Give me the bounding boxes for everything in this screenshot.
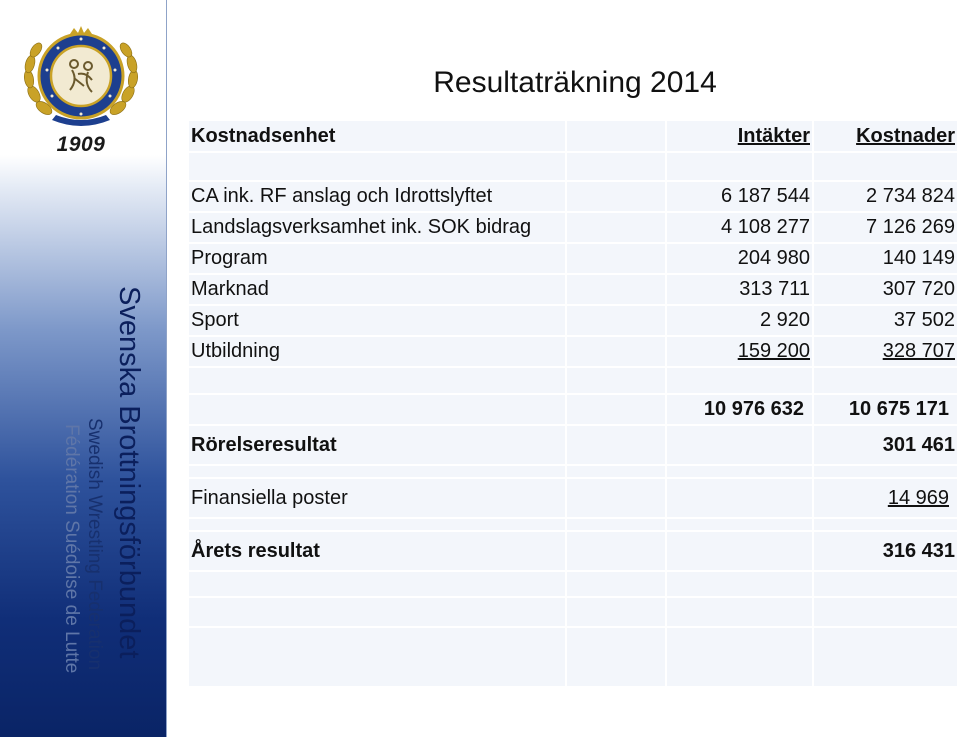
emblem-year: 1909 bbox=[56, 133, 106, 156]
row-income: 6 187 544 bbox=[721, 185, 810, 207]
page-title: Resultaträkning 2014 bbox=[433, 66, 717, 99]
spacer-row bbox=[189, 572, 957, 598]
row-label: Landslagsverksamhet ink. SOK bidrag bbox=[191, 216, 532, 238]
row-income: 159 200 bbox=[737, 340, 810, 362]
spacer-row bbox=[189, 628, 957, 686]
spacer-row bbox=[189, 519, 957, 532]
row-label: Marknad bbox=[191, 278, 269, 300]
row-income: 2 920 bbox=[759, 309, 810, 331]
header-cell-cost bbox=[814, 121, 957, 151]
financial-items-value: 14 969 bbox=[887, 486, 949, 509]
row-label: Program bbox=[191, 247, 268, 269]
financial-items-row bbox=[189, 479, 957, 519]
table-row bbox=[189, 244, 957, 275]
row-cost: 140 149 bbox=[882, 247, 955, 269]
operating-result-value: 301 461 bbox=[882, 433, 955, 456]
row-label: Sport bbox=[191, 309, 239, 331]
spacer-row bbox=[189, 466, 957, 479]
table-row bbox=[189, 213, 957, 244]
row-cost: 307 720 bbox=[882, 278, 955, 300]
brand-name-english: Swedish Wrestling Federation bbox=[84, 418, 105, 671]
spacer-row bbox=[189, 153, 957, 182]
brand-name-swedish: Svenska Brottningsförbundet bbox=[113, 286, 145, 659]
operating-result-label: Rörelseresultat bbox=[191, 433, 337, 456]
row-cost: 328 707 bbox=[882, 340, 955, 362]
header-unit-label: Kostnadsenhet bbox=[191, 124, 336, 147]
summa-cost: 10 675 171 bbox=[848, 398, 949, 420]
table-row bbox=[189, 306, 957, 337]
header-cell-unit bbox=[189, 121, 567, 151]
row-label: Utbildning bbox=[191, 340, 280, 362]
table-row bbox=[189, 337, 957, 368]
table-row bbox=[189, 275, 957, 306]
row-label: CA ink. RF anslag och Idrottslyftet bbox=[191, 185, 493, 207]
summa-row bbox=[189, 395, 957, 426]
table-row bbox=[189, 182, 957, 213]
operating-result-row bbox=[189, 426, 957, 466]
row-cost: 2 734 824 bbox=[866, 185, 955, 207]
net-result-row bbox=[189, 532, 957, 572]
spacer-row bbox=[189, 598, 957, 628]
brand-sidebar bbox=[0, 0, 167, 737]
row-income: 4 108 277 bbox=[721, 216, 810, 238]
header-cost-label: Kostnader bbox=[856, 124, 955, 147]
header-cell-empty bbox=[567, 121, 667, 151]
row-cost: 37 502 bbox=[893, 309, 955, 331]
row-cost: 7 126 269 bbox=[866, 216, 955, 238]
emblem-year-wrap bbox=[22, 0, 140, 160]
table-header-row bbox=[189, 121, 957, 153]
header-income-label: Intäkter bbox=[737, 124, 810, 147]
net-result-label: Årets resultat bbox=[191, 539, 320, 562]
header-cell-income bbox=[667, 121, 814, 151]
spacer-row bbox=[189, 368, 957, 395]
row-income: 313 711 bbox=[739, 278, 810, 300]
row-income: 204 980 bbox=[737, 247, 810, 269]
financial-items-label: Finansiella poster bbox=[191, 486, 348, 509]
summa-income: 10 976 632 bbox=[703, 398, 804, 420]
income-statement-table bbox=[189, 121, 957, 686]
net-result-value: 316 431 bbox=[882, 539, 955, 562]
brand-name-french: Fédération Suédoise de Lutte bbox=[61, 424, 82, 674]
